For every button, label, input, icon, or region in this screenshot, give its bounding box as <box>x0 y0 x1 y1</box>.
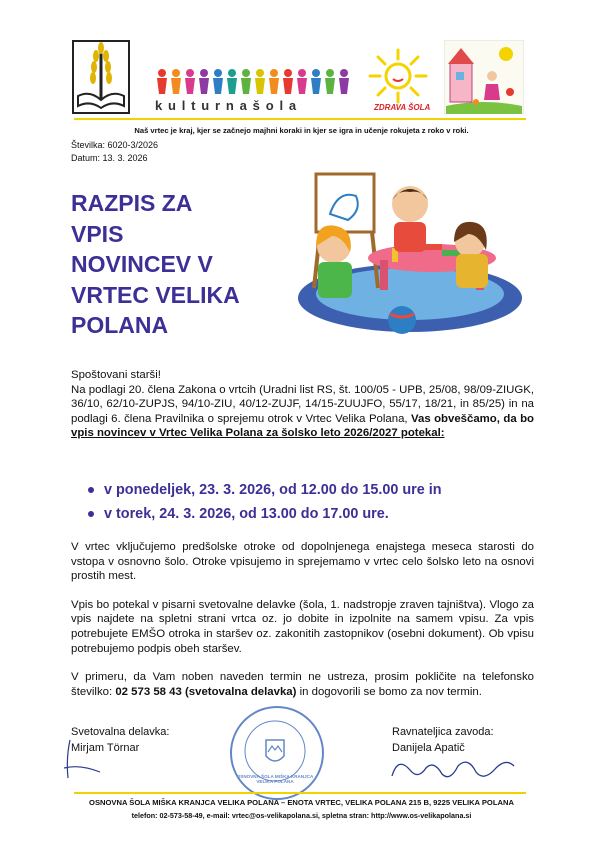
legal-basis: Na podlagi 20. člena Zakona o vrtcih (Uradni list RS, št. 100/05 - UPB, 25/08, 98/09-ZIUGK, 36/10, 62/10-ZUPJS, 94/10-ZIU, 40/12-ZUJF, 14/15-ZUUJFO, 55/17, 18/21, in 85/25) in na podlagi 6. člena Pravilnika o sprejemu otrok v Vrtec Velika Polana, Vas obveščamo, da bo vpis novincev v Vrtec Velika Polana za šolsko leto 2026/2027 potekal: <box>71 383 535 440</box>
children-playing-illustration <box>292 170 524 338</box>
zdrava-sola-sun-icon <box>366 48 430 104</box>
right-signature-name: Danijela Apatič <box>392 742 465 754</box>
paragraph-procedure: Vpis bo potekal v pisarni svetovalne delavke (šola, 1. nadstropje zraven tajništva). Vlogo za vpis najdete na spletni strani vrtca oz. jo dobite in izpolnite na samem vpisu. Za vpis potrebujete EMŠO otroka in staršev oz. zakonitih zastopnikov (osebni dokument). Ob vpisu potrebujemo podpis obeh staršev. <box>71 598 534 655</box>
paragraph-eligibility: V vrtec vključujemo predšolske otroke od dopolnjenega enajstega meseca starosti do vstopa v osnovno šolo. Otroke vpisujemo in sprejemamo v vrtec celo šolsko leto na osnovi prostih mest. <box>71 541 534 583</box>
kulturna-sola-label: kulturnašola <box>155 98 302 113</box>
child-drawing-image <box>444 40 524 114</box>
slogan: Naš vrtec je kraj, kjer se začnejo majhni koraki in kjer se igra in učenje rokujeta z roko v roki. <box>134 126 469 135</box>
footer-contact: telefon: 02-573-58-49, e-mail: vrtec@os-velikapolana.si, spletna stran: http://www.os-velikapolana.si <box>131 811 472 820</box>
title-line: NOVINCEV V <box>71 251 213 277</box>
title-line: RAZPIS ZA <box>71 190 193 216</box>
letter-intro <box>71 368 534 441</box>
letter-body <box>71 540 534 699</box>
paragraph-contact: V primeru, da Vam noben naveden termin ne ustreza, prosim pokličite na telefonsko številko: 02 573 58 43 (svetovalna delavka) in dogovorili se bomo za nov termin. <box>71 671 534 698</box>
header-rule <box>74 118 526 120</box>
footer-address: OSNOVNA ŠOLA MIŠKA KRANJCA VELIKA POLANA – ENOTA VRTEC, VELIKA POLANA 215 B, 9225 VELIKA POLANA <box>89 798 514 807</box>
document-date: Datum: 13. 3. 2026 <box>71 153 148 163</box>
footer-rule <box>74 792 526 794</box>
list-item: v torek, 24. 3. 2026, od 13.00 do 17.00 ure. <box>84 502 524 526</box>
right-signature-scribble-icon <box>388 752 528 786</box>
list-item: v ponedeljek, 23. 3. 2026, od 12.00 do 15.00 ure in <box>84 478 524 502</box>
right-signature-role: Ravnateljica zavoda: <box>392 726 494 738</box>
greeting: Spoštovani starši! <box>71 369 161 381</box>
title-line: VPIS <box>71 220 124 247</box>
zdrava-sola-label: ZDRAVA ŠOLA <box>374 103 431 112</box>
stamp-text: OSNOVNA ŠOLA MIŠKA KRANJCA VELIKA POLANA <box>236 774 314 784</box>
school-stamp <box>230 706 324 800</box>
left-signature-scribble-icon <box>60 738 120 782</box>
page-title <box>71 188 301 341</box>
title-line: POLANA <box>71 312 169 338</box>
document-number: Številka: 6020-3/2026 <box>71 140 159 150</box>
title-line: VRTEC VELIKA <box>71 281 240 308</box>
school-logo <box>72 40 130 114</box>
left-signature-name: Mirjam Törnar <box>71 742 140 754</box>
left-signature-role: Svetovalna delavka: <box>71 726 170 738</box>
enrollment-terms <box>84 478 524 526</box>
kulturna-sola-figures-icon <box>156 68 352 96</box>
